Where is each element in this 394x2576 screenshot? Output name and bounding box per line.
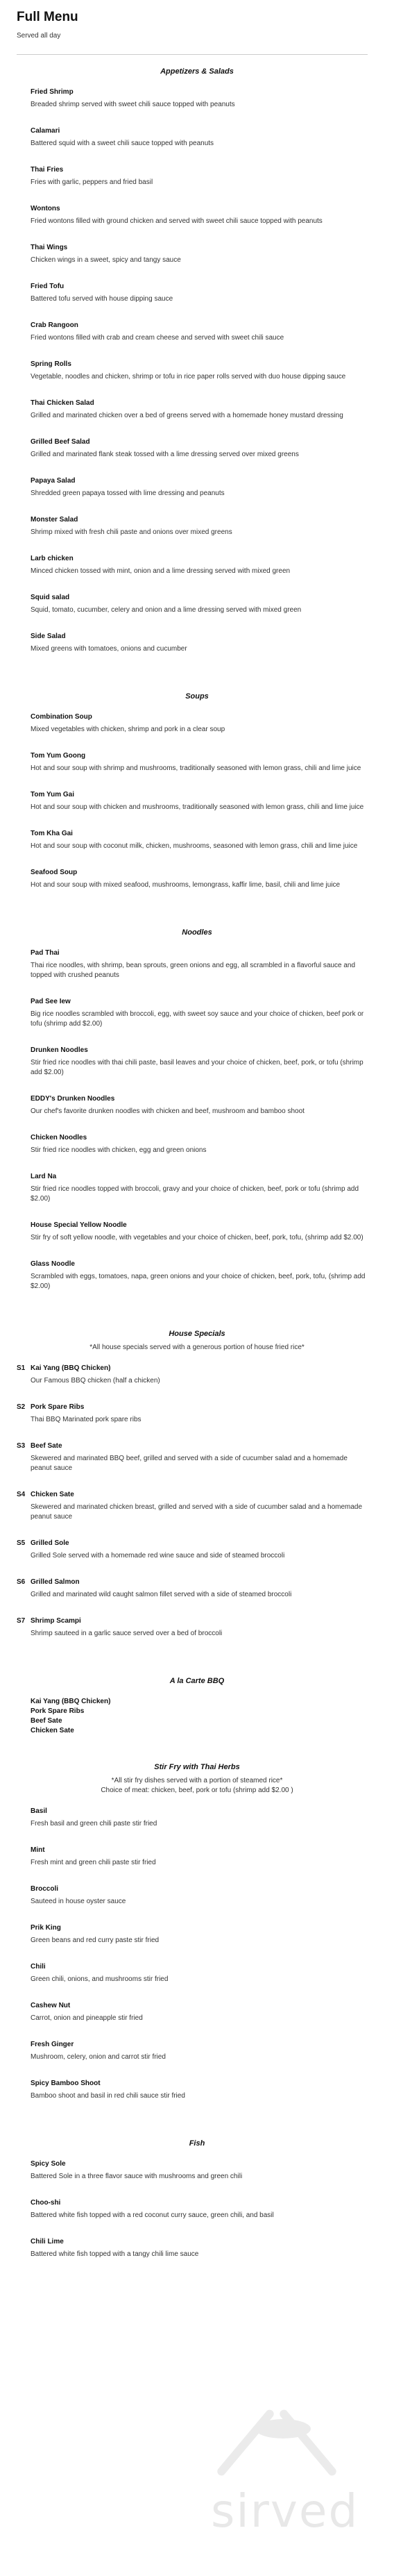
menu-item [0, 712, 394, 735]
item-list [0, 87, 394, 654]
item-name: Glass Noodle [31, 1260, 75, 1268]
item-description: Thai BBQ Marinated pork spare ribs [31, 1416, 142, 1423]
item-description: Skewered and marinated chicken breast, grilled and served with a side of cucumber salad and a homemade peanut sauce [31, 1503, 363, 1521]
item-description: Skewered and marinated BBQ beef, grilled and served with a side of cucumber salad and a homemade peanut sauce [31, 1455, 348, 1472]
item-description: Battered white fish topped with a tangy chili lime sauce [31, 2250, 199, 2258]
section-title: Appetizers & Salads [160, 67, 234, 76]
watermark-text: sirved [211, 2484, 359, 2538]
menu-item [0, 1578, 394, 1600]
item-name: Lard Na [31, 1173, 57, 1180]
item-name: Basil [31, 1807, 47, 1815]
item-description: Mixed greens with tomatoes, onions and cucumber [31, 645, 187, 653]
menu-item [0, 593, 394, 615]
menu-item [0, 515, 394, 537]
menu-item [0, 632, 394, 654]
section-notes [0, 1343, 394, 1353]
header-divider [17, 54, 368, 55]
section-title: Noodles [182, 928, 212, 937]
menu-item [0, 243, 394, 265]
item-name: Kai Yang (BBQ Chicken) [31, 1698, 111, 1705]
section-title: Fish [189, 2139, 205, 2148]
menu-item [0, 1884, 394, 1907]
item-name: Papaya Salad [31, 477, 76, 485]
menu-section [0, 692, 394, 928]
item-name: Grilled Salmon [31, 1578, 80, 1586]
section-title: House Specials [169, 1330, 225, 1338]
item-name: Thai Chicken Salad [31, 399, 94, 407]
item-description: Squid, tomato, cucumber, celery and onion and a lime dressing served with mixed green [31, 606, 302, 614]
item-name: Chicken Noodles [31, 1134, 87, 1141]
menu-section [0, 928, 394, 1329]
item-list [0, 712, 394, 890]
item-description: Minced chicken tossed with mint, onion and a lime dressing served with mixed green [31, 567, 291, 575]
item-name: Fried Tofu [31, 283, 65, 290]
menu-item [0, 1707, 394, 1716]
menu-item [0, 1260, 394, 1291]
page-subtitle: Served all day [17, 32, 61, 40]
item-description: Stir fried rice noodles topped with broccoli, gravy and your choice of chicken, beef, pork or tofu (shrimp add $2.00) [31, 1185, 359, 1203]
item-name: House Special Yellow Noodle [31, 1221, 127, 1229]
item-list [0, 1364, 394, 1639]
item-description: Vegetable, noodles and chicken, shrimp or tofu in rice paper rolls served with duo house dipping sauce [31, 373, 346, 380]
item-code: S1 [17, 1364, 26, 1372]
item-name: Fried Shrimp [31, 88, 74, 96]
menu-item [0, 1807, 394, 1829]
section-note: *All house specials served with a generous portion of house fried rice* [89, 1344, 305, 1351]
menu-section [0, 2139, 394, 2297]
item-list [0, 1807, 394, 2101]
watermark [200, 2394, 366, 2540]
menu-item [0, 1046, 394, 1078]
menu-item [0, 751, 394, 773]
item-description: Hot and sour soup with coconut milk, chicken, mushrooms, seasoned with lemon grass, chili and lime juice [31, 842, 358, 850]
menu-item [0, 165, 394, 187]
item-description: Fresh basil and green chili paste stir fried [31, 1820, 157, 1828]
item-name: Spicy Sole [31, 2160, 66, 2168]
menu-item [0, 829, 394, 851]
menu-item [0, 126, 394, 149]
item-name: Broccoli [31, 1885, 59, 1893]
item-name: Kai Yang (BBQ Chicken) [31, 1364, 111, 1372]
item-name: Pad Thai [31, 949, 60, 957]
item-name: Side Salad [31, 633, 66, 640]
item-description: Fried wontons filled with crab and cream cheese and served with sweet chili sauce [31, 334, 284, 342]
item-description: Our chef's favorite drunken noodles with chicken and beef, mushroom and bamboo shoot [31, 1107, 305, 1115]
item-name: Drunken Noodles [31, 1046, 88, 1054]
menu-item [0, 87, 394, 110]
menu-item [0, 997, 394, 1029]
item-code: S7 [17, 1617, 26, 1625]
item-description: Grilled and marinated flank steak tossed with a lime dressing served over mixed greens [31, 451, 299, 458]
item-name: Thai Wings [31, 244, 68, 251]
item-description: Battered white fish topped with a red coconut curry sauce, green chili, and basil [31, 2211, 274, 2219]
menu-item [0, 2198, 394, 2220]
menu-item [0, 437, 394, 460]
menu-section [0, 67, 394, 692]
item-description: Battered Sole in a three flavor sauce with mushrooms and green chili [31, 2173, 243, 2180]
item-name: EDDY's Drunken Noodles [31, 1095, 115, 1103]
item-name: Prik King [31, 1924, 61, 1932]
menu-item [0, 2159, 394, 2182]
menu-section [0, 1329, 394, 1676]
item-name: Combination Soup [31, 713, 92, 721]
section-title: Stir Fry with Thai Herbs [154, 1763, 240, 1771]
item-description: Bamboo shoot and basil in red chili sauce stir fried [31, 2092, 185, 2100]
menu-item [0, 1539, 394, 1561]
menu-item [0, 868, 394, 890]
item-name: Seafood Soup [31, 869, 78, 876]
menu-item [0, 399, 394, 421]
menu-item [0, 1403, 394, 1425]
item-name: Grilled Sole [31, 1539, 69, 1547]
item-description: Chicken wings in a sweet, spicy and tangy sauce [31, 256, 181, 264]
item-name: Spring Rolls [31, 360, 71, 368]
menu-item [0, 2001, 394, 2023]
item-description: Thai rice noodles, with shrimp, bean sprouts, green onions and egg, all scrambled in a flavorful sauce and topped with crushed peanuts [31, 962, 356, 979]
menu-item [0, 1616, 394, 1639]
item-name: Spicy Bamboo Shoot [31, 2080, 101, 2087]
item-name: Chili Lime [31, 2238, 64, 2245]
menu-item [0, 2040, 394, 2062]
section-note: Choice of meat: chicken, beef, pork or tofu (shrimp add $2.00 ) [101, 1787, 293, 1794]
menu-item [0, 1133, 394, 1155]
item-description: Fried wontons filled with ground chicken and served with sweet chili sauce topped with peanuts [31, 217, 323, 225]
menu-item [0, 790, 394, 812]
item-name: Tom Yum Gai [31, 791, 74, 798]
item-code: S4 [17, 1491, 26, 1498]
item-description: Hot and sour soup with shrimp and mushrooms, traditionally seasoned with lemon grass, chili and lime juice [31, 764, 361, 772]
item-name: Tom Yum Goong [31, 752, 86, 760]
item-description: Battered squid with a sweet chili sauce topped with peanuts [31, 140, 214, 147]
item-description: Stir fried rice noodles with thai chili paste, basil leaves and your choice of chicken, beef, pork, or tofu (shrimp add $2.00) [31, 1059, 363, 1076]
section-notes [0, 1776, 394, 1796]
item-description: Grilled and marinated wild caught salmon fillet served with a side of steamed broccoli [31, 1591, 292, 1598]
menu-item [0, 2079, 394, 2101]
item-name: Shrimp Scampi [31, 1617, 81, 1625]
item-description: Shrimp sauteed in a garlic sauce served over a bed of broccoli [31, 1630, 223, 1637]
item-name: Mint [31, 1846, 45, 1854]
menu-item [0, 1846, 394, 1868]
item-name: Wontons [31, 205, 60, 212]
item-name: Crab Rangoon [31, 321, 78, 329]
item-description: Shredded green papaya tossed with lime dressing and peanuts [31, 490, 225, 497]
menu-item [0, 948, 394, 980]
menu-item [0, 1923, 394, 1946]
item-name: Cashew Nut [31, 2002, 71, 2009]
menu-item [0, 1094, 394, 1116]
item-list [0, 1697, 394, 1736]
menu-item [0, 282, 394, 304]
item-code: S2 [17, 1403, 26, 1411]
menu-item [0, 1490, 394, 1522]
menu-item [0, 1697, 394, 1707]
item-code: S3 [17, 1442, 26, 1450]
item-name: Monster Salad [31, 516, 78, 524]
item-description: Shrimp mixed with fresh chili paste and onions over mixed greens [31, 528, 232, 536]
item-description: Hot and sour soup with chicken and mushrooms, traditionally seasoned with lemon grass, chili and lime juice [31, 803, 364, 811]
menu-item [0, 1726, 394, 1736]
section-title: Soups [185, 692, 209, 701]
menu-item [0, 1221, 394, 1243]
item-list [0, 948, 394, 1291]
menu-item [0, 1441, 394, 1473]
item-description: Breaded shrimp served with sweet chili sauce topped with peanuts [31, 101, 235, 108]
menu-item [0, 476, 394, 499]
page-title: Full Menu [17, 10, 78, 24]
menu-item [0, 360, 394, 382]
item-name: Thai Fries [31, 166, 64, 174]
item-name: Pork Spare Ribs [31, 1403, 85, 1411]
item-description: Carrot, onion and pineapple stir fried [31, 2014, 143, 2022]
item-description: Mushroom, celery, onion and carrot stir fried [31, 2053, 166, 2061]
item-name: Chicken Sate [31, 1727, 74, 1734]
item-description: Stir fried rice noodles with chicken, egg and green onions [31, 1146, 207, 1154]
menu-item [0, 1716, 394, 1726]
menu-sections [0, 67, 394, 2297]
item-name: Pork Spare Ribs [31, 1707, 85, 1715]
item-list [0, 2159, 394, 2259]
item-description: Fries with garlic, peppers and fried basil [31, 178, 153, 186]
fork-knife-icon [200, 2394, 366, 2491]
menu-item [0, 204, 394, 226]
item-name: Choo-shi [31, 2199, 61, 2207]
item-description: Sauteed in house oyster sauce [31, 1898, 126, 1905]
menu-item [0, 1962, 394, 1984]
menu-item [0, 554, 394, 576]
item-code: S6 [17, 1578, 26, 1586]
item-description: Fresh mint and green chili paste stir fried [31, 1859, 156, 1866]
menu-section [0, 1676, 394, 1762]
item-description: Grilled and marinated chicken over a bed of greens served with a homemade honey mustard dressing [31, 412, 343, 419]
item-name: Larb chicken [31, 555, 74, 562]
item-name: Calamari [31, 127, 60, 135]
item-description: Scrambled with eggs, tomatoes, napa, green onions and your choice of chicken, beef, pork, tofu, (shrimp add $2.00) [31, 1273, 366, 1290]
item-description: Our Famous BBQ chicken (half a chicken) [31, 1377, 160, 1385]
menu-item [0, 1172, 394, 1204]
item-description: Grilled Sole served with a homemade red wine sauce and side of steamed broccoli [31, 1552, 285, 1559]
menu-item [0, 1364, 394, 1386]
item-name: Grilled Beef Salad [31, 438, 90, 446]
item-description: Mixed vegetables with chicken, shrimp and pork in a clear soup [31, 726, 225, 733]
menu-item [0, 2237, 394, 2259]
item-name: Squid salad [31, 594, 70, 601]
item-description: Battered tofu served with house dipping sauce [31, 295, 173, 303]
item-description: Stir fry of soft yellow noodle, with vegetables and your choice of chicken, beef, pork, tofu, (shrimp add $2.00) [31, 1234, 363, 1241]
section-title: A la Carte BBQ [169, 1677, 225, 1685]
item-name: Tom Kha Gai [31, 830, 73, 837]
section-note: *All stir fry dishes served with a portion of steamed rice* [111, 1777, 283, 1784]
item-name: Pad See Iew [31, 998, 71, 1005]
item-name: Chili [31, 1963, 46, 1971]
item-description: Hot and sour soup with mixed seafood, mushrooms, lemongrass, kaffir lime, basil, chili and lime juice [31, 881, 341, 889]
item-name: Chicken Sate [31, 1491, 74, 1498]
item-code: S5 [17, 1539, 26, 1547]
menu-section [0, 1762, 394, 2139]
item-name: Fresh Ginger [31, 2041, 74, 2048]
item-name: Beef Sate [31, 1717, 62, 1725]
item-description: Green beans and red curry paste stir fried [31, 1937, 160, 1944]
menu-item [0, 321, 394, 343]
item-name: Beef Sate [31, 1442, 62, 1450]
item-description: Green chili, onions, and mushrooms stir fried [31, 1975, 169, 1983]
item-description: Big rice noodles scrambled with broccoli, egg, with sweet soy sauce and your choice of chicken, beef pork or tofu (shrimp add $2.00) [31, 1010, 364, 1028]
